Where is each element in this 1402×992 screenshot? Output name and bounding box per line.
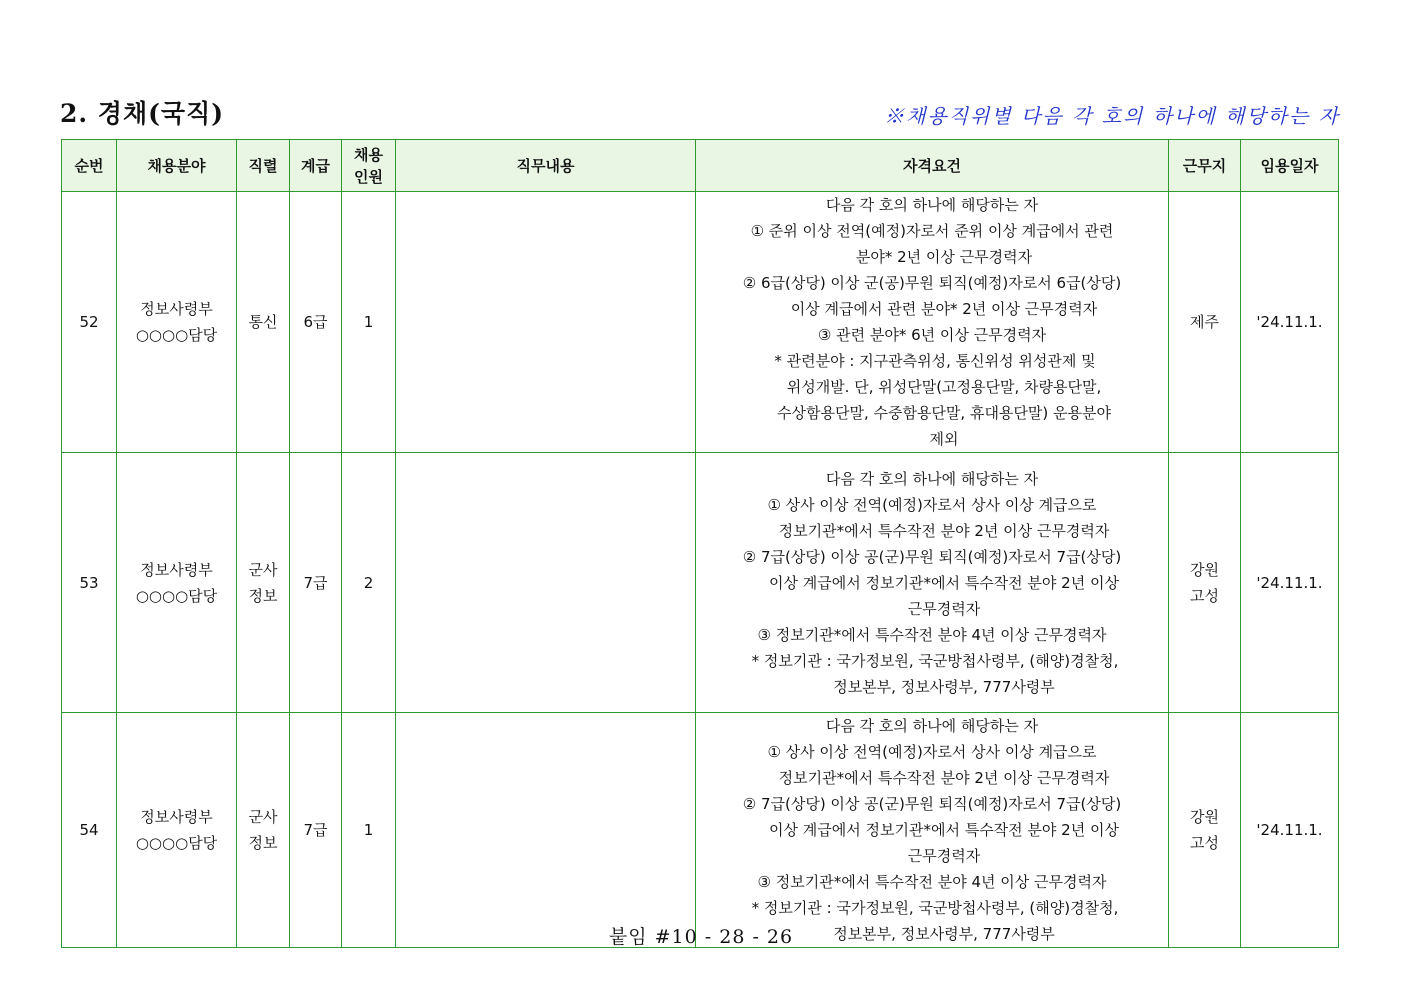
qual-line: 다음 각 호의 하나에 해당하는 자: [825, 469, 1039, 488]
cell-date: '24.11.1.: [1241, 453, 1339, 713]
cell-grade: 7급: [290, 713, 342, 948]
cell-series: 군사 정보: [237, 713, 290, 948]
cell-duty: [396, 713, 696, 948]
qual-line: 다음 각 호의 하나에 해당하는 자: [825, 717, 1039, 735]
cell-series: 통신: [237, 192, 290, 453]
cell-date: '24.11.1.: [1241, 192, 1339, 453]
cell-grade: 7급: [290, 453, 342, 713]
qual-line: ① 상사 이상 전역(예정)자로서 상사 이상 계급으로: [767, 495, 1097, 514]
cell-location: 강원 고성: [1169, 453, 1241, 713]
cell-grade: 6급: [290, 192, 342, 453]
qual-line: ③ 관련 분야* 6년 이상 근무경력자: [817, 326, 1047, 344]
cell-location: 강원 고성: [1169, 713, 1241, 948]
qual-line: 수상함용단말, 수중함용단말, 휴대용단말) 운용분야: [777, 404, 1111, 422]
header-grade: 계급: [290, 140, 342, 192]
qual-line: 분야* 2년 이상 근무경력자: [855, 248, 1033, 266]
cell-field: 정보사령부 ○○○○담당: [117, 192, 237, 453]
qual-line: 정보본부, 정보사령부, 777사령부: [833, 925, 1055, 943]
qual-line: 이상 계급에서 정보기관*에서 특수작전 분야 2년 이상: [769, 821, 1119, 839]
cell-no: 54: [62, 713, 117, 948]
qual-line: 이상 계급에서 관련 분야* 2년 이상 근무경력자: [790, 300, 1098, 318]
qual-line: 근무경력자: [907, 847, 981, 865]
cell-date: '24.11.1.: [1241, 713, 1339, 948]
qual-line: ③ 정보기관*에서 특수작전 분야 4년 이상 근무경력자: [757, 625, 1107, 644]
cell-count: 1: [342, 713, 396, 948]
qual-line: 이상 계급에서 정보기관*에서 특수작전 분야 2년 이상: [769, 573, 1119, 592]
qual-line: ② 6급(상당) 이상 군(공)무원 퇴직(예정)자로서 6급(상당): [742, 274, 1122, 292]
table-row: [62, 713, 1339, 948]
qual-line: ① 상사 이상 전역(예정)자로서 상사 이상 계급으로: [767, 743, 1097, 761]
recruitment-table: [61, 139, 1339, 948]
cell-qualification: [696, 453, 1169, 713]
qual-line: 정보기관*에서 특수작전 분야 2년 이상 근무경력자: [778, 769, 1110, 787]
qual-line: 정보본부, 정보사령부, 777사령부: [833, 677, 1055, 696]
header-field: 채용분야: [117, 140, 237, 192]
qual-line: * 정보기관 : 국가정보원, 국군방첩사령부, (해양)경찰청,: [751, 651, 1119, 670]
cell-series: 군사 정보: [237, 453, 290, 713]
table-header-row: [62, 140, 1339, 192]
cell-no: 53: [62, 453, 117, 713]
table-row: [62, 192, 1339, 453]
cell-duty: [396, 192, 696, 453]
cell-no: 52: [62, 192, 117, 453]
header-date: 임용일자: [1241, 140, 1339, 192]
section-note: ※채용직위별 다음 각 호의 하나에 해당하는 자: [884, 104, 1340, 128]
qual-line: * 관련분야 : 지구관측위성, 통신위성 위성관제 및: [774, 352, 1096, 370]
cell-count: 1: [342, 192, 396, 453]
cell-field: 정보사령부 ○○○○담당: [117, 453, 237, 713]
page-footer: 붙임 #10 - 28 - 26: [608, 926, 794, 948]
qual-line: * 정보기관 : 국가정보원, 국군방첩사령부, (해양)경찰청,: [751, 899, 1119, 917]
cell-qualification: [696, 192, 1169, 453]
qual-line: ② 7급(상당) 이상 공(군)무원 퇴직(예정)자로서 7급(상당): [742, 795, 1122, 813]
header-no: 순번: [62, 140, 117, 192]
header-duty: 직무내용: [396, 140, 696, 192]
qual-line: ③ 정보기관*에서 특수작전 분야 4년 이상 근무경력자: [757, 873, 1107, 891]
qual-line: 위성개발. 단, 위성단말(고정용단말, 차량용단말,: [786, 378, 1102, 396]
header-series: 직렬: [237, 140, 290, 192]
qual-line: ① 준위 이상 전역(예정)자로서 준위 이상 계급에서 관련: [750, 222, 1114, 240]
qual-line: 다음 각 호의 하나에 해당하는 자: [825, 196, 1039, 214]
cell-duty: [396, 453, 696, 713]
cell-qualification: [696, 713, 1169, 948]
qual-line: ② 7급(상당) 이상 공(군)무원 퇴직(예정)자로서 7급(상당): [742, 547, 1122, 566]
qual-line: 제외: [929, 430, 959, 448]
table-row: [62, 453, 1339, 713]
qual-line: 정보기관*에서 특수작전 분야 2년 이상 근무경력자: [778, 521, 1110, 540]
header-qualification: 자격요건: [696, 140, 1169, 192]
cell-count: 2: [342, 453, 396, 713]
header-location: 근무지: [1169, 140, 1241, 192]
cell-field: 정보사령부 ○○○○담당: [117, 713, 237, 948]
section-heading: 2. 경채(국직): [60, 99, 225, 128]
cell-location: 제주: [1169, 192, 1241, 453]
header-count: 채용 인원: [342, 140, 396, 192]
qual-line: 근무경력자: [907, 599, 981, 618]
